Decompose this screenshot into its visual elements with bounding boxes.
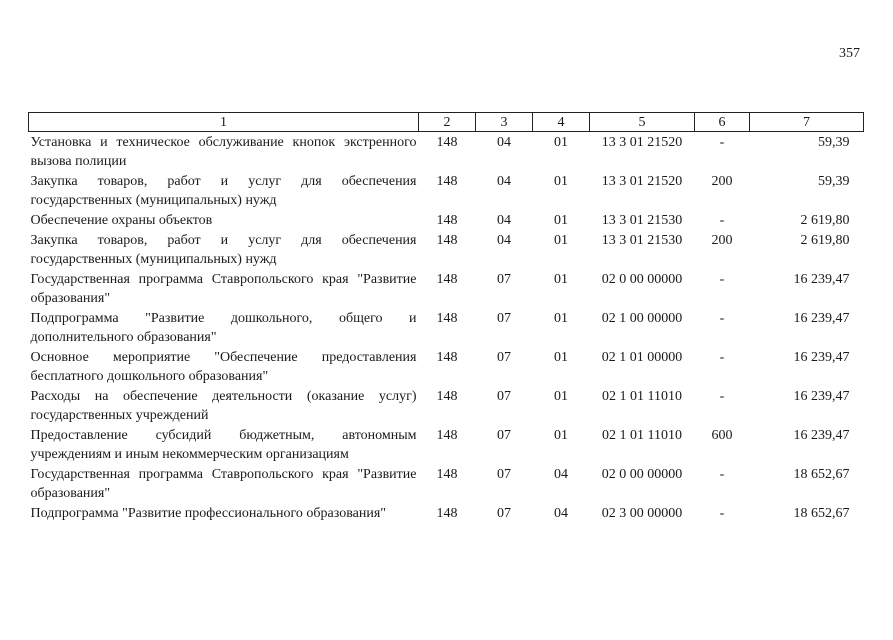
row-col-6: - — [719, 467, 725, 482]
row-col-4: 01 — [554, 389, 568, 404]
row-col-4: 01 — [554, 428, 568, 443]
row-description: Подпрограмма "Развитие профессионального образования" — [30, 506, 386, 521]
row-col-3: 07 — [497, 272, 511, 287]
row-col-2: 148 — [436, 389, 458, 404]
row-description: Подпрограмма "Развитие дошкольного, общего и дополнительного образования" — [30, 311, 417, 345]
row-col-2: 148 — [436, 174, 458, 189]
header-col-4: 4 — [533, 113, 590, 132]
row-col-3: 07 — [497, 467, 511, 482]
row-description: Закупка товаров, работ и услуг для обеспечения государственных (муниципальных) нужд — [30, 174, 417, 208]
row-col-4: 01 — [554, 272, 568, 287]
row-col-2: 148 — [436, 350, 458, 365]
row-col-5: 02 3 00 00000 — [601, 506, 683, 521]
row-col-5: 02 1 00 00000 — [601, 311, 683, 326]
row-description: Закупка товаров, работ и услуг для обеспечения государственных (муниципальных) нужд — [30, 233, 417, 267]
table-row — [29, 464, 864, 503]
row-col-4: 01 — [554, 174, 568, 189]
budget-table — [28, 112, 864, 542]
table-body — [29, 132, 864, 543]
row-description: Государственная программа Ставропольского края "Развитие образования" — [30, 467, 417, 501]
row-amount: 18 652,67 — [793, 467, 850, 482]
row-description: Основное мероприятие "Обеспечение предоставления бесплатного дошкольного образования" — [30, 350, 417, 384]
row-col-3: 07 — [497, 428, 511, 443]
row-col-5: 13 3 01 21530 — [601, 233, 683, 248]
header-col-2: 2 — [419, 113, 476, 132]
row-col-2: 148 — [436, 233, 458, 248]
row-col-2: 148 — [436, 506, 458, 521]
row-amount: 16 239,47 — [793, 311, 850, 326]
table-row — [29, 171, 864, 210]
row-col-6: - — [719, 506, 725, 521]
row-col-3: 04 — [497, 233, 511, 248]
row-col-6: 200 — [711, 174, 733, 189]
row-col-2: 148 — [436, 428, 458, 443]
row-col-5: 13 3 01 21520 — [601, 174, 683, 189]
row-amount: 18 652,67 — [793, 506, 850, 521]
row-col-2: 148 — [436, 272, 458, 287]
table-row — [29, 230, 864, 269]
row-col-6: 600 — [711, 428, 733, 443]
row-col-3: 07 — [497, 389, 511, 404]
row-description: Расходы на обеспечение деятельности (оказание услуг) государственных учреждений — [30, 389, 417, 423]
header-col-3: 3 — [476, 113, 533, 132]
row-col-4: 04 — [554, 467, 568, 482]
row-col-5: 02 1 01 11010 — [602, 428, 682, 443]
table-row — [29, 210, 864, 230]
table-row — [29, 308, 864, 347]
row-col-3: 04 — [497, 174, 511, 189]
page-number: 357 — [839, 46, 860, 61]
row-col-6: - — [719, 135, 725, 150]
row-col-4: 01 — [554, 350, 568, 365]
row-col-6: 200 — [711, 233, 733, 248]
row-col-4: 04 — [554, 506, 568, 521]
row-amount: 59,39 — [818, 174, 850, 189]
row-col-3: 07 — [497, 506, 511, 521]
table-row — [29, 347, 864, 386]
row-col-5: 02 1 01 00000 — [601, 350, 683, 365]
row-amount: 59,39 — [818, 135, 850, 150]
row-col-2: 148 — [436, 213, 458, 228]
table-header — [29, 113, 864, 132]
header-row — [29, 113, 864, 132]
row-description: Предоставление субсидий бюджетным, автономным учреждениям и иным некоммерческим организациям — [30, 428, 417, 462]
row-col-6: - — [719, 213, 725, 228]
row-col-6: - — [719, 350, 725, 365]
row-col-5: 13 3 01 21520 — [601, 135, 683, 150]
row-col-5: 02 0 00 00000 — [601, 272, 683, 287]
header-col-7: 7 — [750, 113, 864, 132]
table-row — [29, 425, 864, 464]
row-amount: 16 239,47 — [793, 389, 850, 404]
row-amount: 16 239,47 — [793, 428, 850, 443]
row-amount: 2 619,80 — [800, 213, 850, 228]
row-col-6: - — [719, 272, 725, 287]
header-col-6: 6 — [695, 113, 750, 132]
row-col-3: 04 — [497, 135, 511, 150]
row-col-4: 01 — [554, 233, 568, 248]
table-row — [29, 132, 864, 172]
row-col-5: 02 1 01 11010 — [602, 389, 682, 404]
table-row — [29, 503, 864, 542]
row-description: Государственная программа Ставропольского края "Развитие образования" — [30, 272, 417, 306]
row-col-3: 07 — [497, 311, 511, 326]
row-description: Установка и техническое обслуживание кнопок экстренного вызова полиции — [30, 135, 417, 169]
row-amount: 2 619,80 — [800, 233, 850, 248]
row-col-6: - — [719, 389, 725, 404]
row-col-2: 148 — [436, 135, 458, 150]
row-col-3: 04 — [497, 213, 511, 228]
table-row — [29, 269, 864, 308]
row-col-3: 07 — [497, 350, 511, 365]
row-amount: 16 239,47 — [793, 350, 850, 365]
row-col-2: 148 — [436, 467, 458, 482]
row-col-4: 01 — [554, 213, 568, 228]
row-col-2: 148 — [436, 311, 458, 326]
row-col-6: - — [719, 311, 725, 326]
header-col-1: 1 — [29, 113, 419, 132]
row-col-5: 02 0 00 00000 — [601, 467, 683, 482]
row-col-5: 13 3 01 21530 — [601, 213, 683, 228]
row-amount: 16 239,47 — [793, 272, 850, 287]
row-description: Обеспечение охраны объектов — [30, 213, 213, 228]
row-col-4: 01 — [554, 135, 568, 150]
header-col-5: 5 — [590, 113, 695, 132]
row-col-4: 01 — [554, 311, 568, 326]
table-row — [29, 386, 864, 425]
